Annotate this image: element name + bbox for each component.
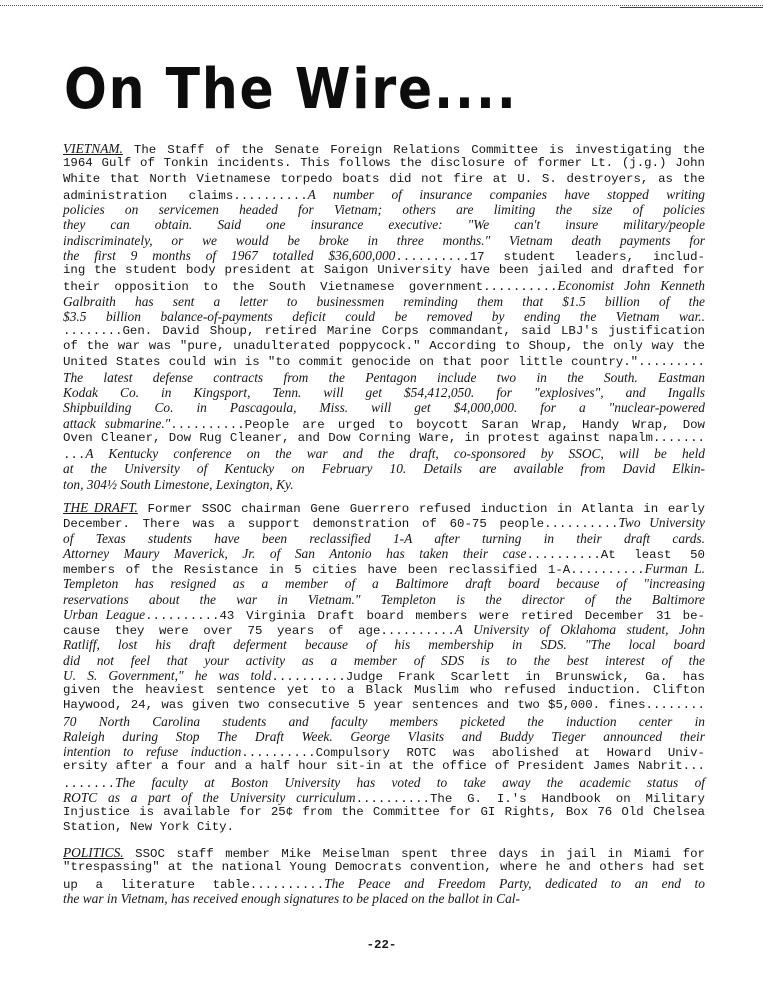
text-segment: ....... — [63, 776, 116, 791]
text-segment: cause they were over 75 years of age.......... — [63, 624, 455, 638]
text-segment: reservations about the war in Vietnam." Templeton is the director of the Baltimore — [63, 591, 705, 607]
headline: On The Wire.... — [64, 57, 518, 122]
text-line — [63, 805, 705, 820]
text-segment: intention to refuse induction — [63, 744, 242, 759]
text-segment: did not feel that your activity as a member of SDS is to the best interest of the — [63, 652, 705, 668]
text-line — [63, 775, 705, 790]
text-segment: at the University of Kentucky on February 10. Details are available from David Elkin- — [63, 461, 705, 477]
text-line — [63, 592, 705, 607]
text-segment: Oven Cleaner, Dow Rug Cleaner, and Dow Corning Ware, in protest against napalm....... — [63, 430, 705, 445]
text-segment: $3.5 billion balance-of-payments deficit could be removed by ending the Vietnam war.. — [63, 308, 705, 324]
text-line — [63, 202, 705, 217]
text-segment: Two University — [618, 515, 705, 531]
text-line — [63, 845, 705, 860]
text-line — [63, 820, 705, 835]
text-segment: 70 North Carolina students and faculty members picketed the induction center in — [63, 713, 705, 729]
text-segment: of Texas students have been reclassified 1-A after turning in their draft cards. — [63, 530, 705, 546]
text-segment: Kodak Co. in Kingsport, Tenn. will get $54,412,050. for "explosives", and Ingalls — [63, 385, 705, 400]
text-line — [63, 637, 705, 652]
text-segment: Injustice is available for 25¢ from the Committee for GI Rights, Box 76 Old Chelsea — [63, 805, 705, 819]
text-segment: The latest defense contracts from the Pentagon include two in the South. Eastman — [63, 369, 705, 385]
text-line — [63, 355, 705, 370]
section-tag: VIETNAM. — [63, 141, 123, 156]
text-line — [63, 561, 705, 576]
text-segment: The faculty at Boston University has voted to take away the academic status of — [115, 774, 705, 790]
text-segment: ........Gen. David Shoup, retired Marine Corps commandant, said LBJ's justification — [63, 324, 705, 338]
text-segment: Ratliff, lost his draft deferment because of his membership in SDS. "The local board — [63, 637, 705, 653]
text-segment: The Staff of the Senate Foreign Relations Committee is investigating the — [122, 143, 705, 157]
text-segment: of the war was "pure, unadulterated poppycock." According to Shoup, the only way the — [63, 339, 705, 354]
text-segment: members of the Resistance in 5 cities have been reclassified 1-A.......... — [63, 563, 645, 577]
page-number: -22- — [366, 938, 397, 952]
article-vietnam — [63, 141, 705, 492]
text-line — [63, 324, 705, 339]
section-tag: POLITICS. — [63, 845, 124, 860]
text-line — [63, 233, 705, 248]
text-line — [63, 370, 705, 385]
text-line — [63, 653, 705, 668]
text-line — [63, 683, 705, 698]
text-line — [63, 339, 705, 354]
text-line — [63, 446, 705, 461]
text-segment: Former SSOC chairman Gene Guerrero refused induction in Atlanta in early — [137, 502, 705, 516]
text-line — [63, 187, 705, 202]
text-segment: ..........The G. I.'s Handbook on Military — [355, 791, 705, 806]
text-line — [63, 217, 705, 232]
text-segment: Furman L. — [644, 561, 706, 576]
text-segment: administration claims.......... — [63, 188, 308, 203]
text-line — [63, 759, 705, 774]
text-segment: Templeton has resigned as a member of a Baltimore draft board because of "increasing — [63, 576, 705, 592]
text-line — [63, 278, 705, 293]
text-line — [63, 416, 705, 431]
text-line — [63, 714, 705, 729]
text-segment: Haywood, 24, was given two consecutive 5 year sentences and two $5,000. fines........ — [63, 698, 705, 713]
text-segment: ... — [63, 448, 86, 462]
text-segment: ROTC as a part of the University curriculum — [63, 789, 356, 805]
text-line — [63, 515, 705, 530]
text-segment: the war in Vietnam, has received enough signatures to be placed on the ballot in Cal- — [63, 890, 520, 906]
text-segment: given the heaviest sentence yet to a Black Muslim who refused induction. Clifton — [63, 683, 705, 697]
text-line — [63, 744, 705, 759]
text-segment: ..........17 student leaders, includ- — [395, 249, 705, 264]
text-line — [63, 172, 705, 187]
text-segment: the first 9 months of 1967 totalled $36,600,000 — [63, 247, 396, 263]
text-line — [63, 156, 705, 171]
text-line — [63, 891, 705, 906]
text-segment: SSOC staff member Mike Meiselman spent three days in jail in Miami for — [123, 847, 705, 861]
text-line — [63, 263, 705, 278]
text-line — [63, 309, 705, 324]
text-line — [63, 729, 705, 744]
article-the-draft — [63, 500, 705, 836]
text-segment: U. S. Government," he was told — [63, 667, 272, 683]
text-segment: 1964 Gulf of Tonkin incidents. This follows the disclosure of former Lt. (j.g.) John — [63, 156, 705, 171]
text-segment: ..........Judge Frank Scarlett in Brunswick, Ga. has — [271, 669, 705, 684]
top-solid-rule — [620, 7, 763, 8]
text-line — [63, 400, 705, 415]
text-line — [63, 860, 705, 875]
text-segment: Galbraith has sent a letter to businessmen reminding them that $1.5 billion of the — [63, 293, 705, 309]
top-dotted-rule — [0, 0, 763, 6]
text-line — [63, 500, 705, 515]
text-segment: ..........43 Virginia Draft board members were retired December 31 be- — [145, 608, 705, 623]
text-segment: A Kentucky conference on the war and the draft, co-sponsored by SSOC, will be held — [85, 446, 705, 461]
text-segment: they can obtain. Said one insurance executive: "We can't insure military/people — [63, 217, 705, 233]
text-line — [63, 477, 705, 492]
text-segment: United States could win is "to commit genocide on that poor little country."......... — [63, 354, 705, 369]
text-line — [63, 576, 705, 591]
text-line — [63, 531, 705, 546]
text-segment: A University of Oklahoma student, John — [454, 622, 705, 637]
text-segment: policies on servicemen headed for Vietnam; others are limiting the size of policies — [63, 202, 705, 217]
text-segment: ton, 304½ South Limestone, Lexington, Ky. — [63, 476, 294, 492]
text-line — [63, 461, 705, 476]
text-line — [63, 248, 705, 263]
text-segment: ersity after a four and a half hour sit-in at the office of President James Nabrit... — [63, 759, 705, 774]
text-segment: Attorney Maury Maverick, Jr. of San Antonio has taken their case — [63, 545, 527, 561]
text-line — [63, 698, 705, 713]
text-segment: ..........Compulsory ROTC was abolished at Howard Univ- — [241, 746, 705, 760]
text-segment: Shipbuilding Co. in Pascagoula, Miss. will get $4,000,000. for a "nuclear-powered — [63, 400, 705, 416]
text-segment: Raleigh during Stop The Draft Week. George Vlasits and Buddy Tieger announced their — [63, 728, 705, 744]
text-segment: Economist John Kenneth — [557, 278, 705, 294]
text-line — [63, 790, 705, 805]
text-segment: ..........At least 50 — [526, 547, 705, 562]
text-segment: up a literature table.......... — [63, 877, 325, 892]
text-line — [63, 294, 705, 309]
text-line — [63, 622, 705, 637]
text-segment: their opposition to the South Vietnamese government.......... — [63, 280, 558, 295]
section-tag: THE DRAFT. — [63, 500, 138, 515]
text-line — [63, 876, 705, 891]
text-segment: Station, New York City. — [63, 820, 235, 835]
text-segment: indiscriminately, or we would be broke in three months." Vietnam death payments for — [63, 232, 705, 248]
text-segment: The Peace and Freedom Party, dedicated to an end to — [324, 875, 705, 891]
text-line — [63, 385, 705, 400]
text-line — [63, 141, 705, 156]
text-line — [63, 607, 705, 622]
article-politics — [63, 845, 705, 906]
text-segment: Urban League — [63, 606, 146, 622]
text-segment: ..........People are urged to boycott Saran Wrap, Handy Wrap, Dow — [170, 417, 705, 432]
text-segment: attack submarine." — [63, 415, 171, 431]
text-line — [63, 431, 705, 446]
text-segment: December. There was a support demonstration of 60-75 people.......... — [63, 517, 619, 532]
text-segment: A number of insurance companies have stopped writing — [307, 186, 705, 202]
text-line — [63, 668, 705, 683]
text-segment: "trespassing" at the national Young Democrats convention, where he and others had set — [63, 860, 705, 875]
text-segment: White that North Vietnamese torpedo boats did not fire at U. S. destroyers, as the — [63, 171, 705, 186]
text-segment: ing the student body president at Saigon University have been jailed and drafted for — [63, 263, 705, 277]
text-line — [63, 546, 705, 561]
